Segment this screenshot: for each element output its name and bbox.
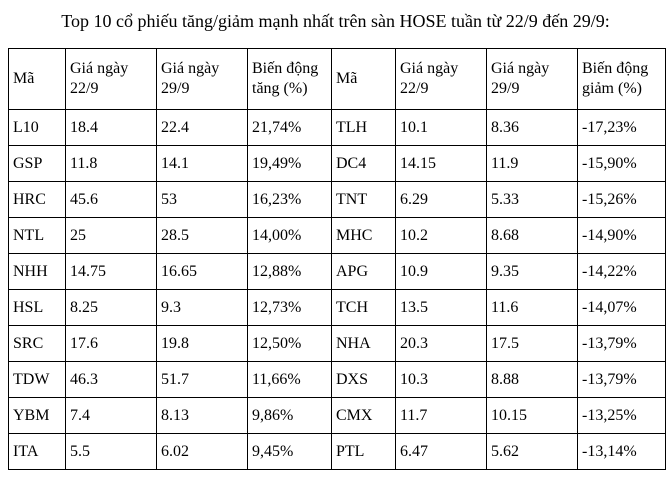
loser-price-22-cell: 10.2 xyxy=(396,218,487,254)
loser-price-29-cell: 11.9 xyxy=(487,146,578,182)
header-loser-price-29: Giá ngày 29/9 xyxy=(487,49,578,110)
gainer-price-29-cell: 28.5 xyxy=(157,218,248,254)
loser-ticker-cell: TCH xyxy=(332,290,396,326)
table-row xyxy=(9,362,666,398)
gainer-price-29-cell: 22.4 xyxy=(157,110,248,146)
loser-price-22-cell: 13.5 xyxy=(396,290,487,326)
gainer-price-29-cell: 14.1 xyxy=(157,146,248,182)
loser-price-29-cell: 5.62 xyxy=(487,434,578,470)
gainer-price-29-cell: 6.02 xyxy=(157,434,248,470)
table-row xyxy=(9,254,666,290)
gainer-price-22-cell: 17.6 xyxy=(66,326,157,362)
loser-price-22-cell: 10.3 xyxy=(396,362,487,398)
loser-ticker-cell: DXS xyxy=(332,362,396,398)
loser-price-29-cell: 9.35 xyxy=(487,254,578,290)
gainer-ticker-cell: SRC xyxy=(9,326,66,362)
loser-ticker-cell: TNT xyxy=(332,182,396,218)
loser-change-cell: -14,22% xyxy=(578,254,666,290)
gainer-price-22-cell: 46.3 xyxy=(66,362,157,398)
loser-change-cell: -15,26% xyxy=(578,182,666,218)
header-gainer-price-29: Giá ngày 29/9 xyxy=(157,49,248,110)
loser-change-cell: -17,23% xyxy=(578,110,666,146)
loser-price-29-cell: 8.68 xyxy=(487,218,578,254)
gainer-price-22-cell: 8.25 xyxy=(66,290,157,326)
loser-price-22-cell: 6.47 xyxy=(396,434,487,470)
loser-ticker-cell: PTL xyxy=(332,434,396,470)
gainer-ticker-cell: NTL xyxy=(9,218,66,254)
loser-change-cell: -13,14% xyxy=(578,434,666,470)
loser-change-cell: -14,90% xyxy=(578,218,666,254)
gainer-change-cell: 12,88% xyxy=(248,254,332,290)
gainer-ticker-cell: HSL xyxy=(9,290,66,326)
loser-price-22-cell: 6.29 xyxy=(396,182,487,218)
table-row xyxy=(9,218,666,254)
header-loser-ticker: Mã xyxy=(332,49,396,110)
gainer-ticker-cell: GSP xyxy=(9,146,66,182)
gainer-price-22-cell: 5.5 xyxy=(66,434,157,470)
gainer-ticker-cell: HRC xyxy=(9,182,66,218)
gainer-ticker-cell: L10 xyxy=(9,110,66,146)
loser-price-29-cell: 11.6 xyxy=(487,290,578,326)
loser-change-cell: -15,90% xyxy=(578,146,666,182)
loser-price-29-cell: 5.33 xyxy=(487,182,578,218)
table-row xyxy=(9,146,666,182)
loser-price-29-cell: 8.88 xyxy=(487,362,578,398)
loser-change-cell: -14,07% xyxy=(578,290,666,326)
stock-table-body xyxy=(9,110,666,470)
gainer-price-22-cell: 18.4 xyxy=(66,110,157,146)
gainer-price-22-cell: 45.6 xyxy=(66,182,157,218)
loser-price-22-cell: 14.15 xyxy=(396,146,487,182)
gainer-change-cell: 14,00% xyxy=(248,218,332,254)
gainer-price-22-cell: 25 xyxy=(66,218,157,254)
header-loser-price-22: Giá ngày 22/9 xyxy=(396,49,487,110)
loser-ticker-cell: TLH xyxy=(332,110,396,146)
page-title: Top 10 cổ phiếu tăng/giảm mạnh nhất trên sàn HOSE tuần từ 22/9 đến 29/9: xyxy=(61,11,610,31)
header-loser-change: Biến động giảm (%) xyxy=(578,49,666,110)
gainer-price-29-cell: 53 xyxy=(157,182,248,218)
gainer-change-cell: 9,86% xyxy=(248,398,332,434)
loser-ticker-cell: APG xyxy=(332,254,396,290)
table-row xyxy=(9,182,666,218)
gainer-change-cell: 9,45% xyxy=(248,434,332,470)
table-header-row xyxy=(9,49,666,110)
stock-table xyxy=(8,48,666,470)
gainer-ticker-cell: NHH xyxy=(9,254,66,290)
gainer-ticker-cell: TDW xyxy=(9,362,66,398)
loser-ticker-cell: CMX xyxy=(332,398,396,434)
loser-price-22-cell: 20.3 xyxy=(396,326,487,362)
table-row xyxy=(9,290,666,326)
gainer-change-cell: 12,73% xyxy=(248,290,332,326)
gainer-price-29-cell: 16.65 xyxy=(157,254,248,290)
gainer-price-22-cell: 14.75 xyxy=(66,254,157,290)
gainer-price-29-cell: 19.8 xyxy=(157,326,248,362)
table-row xyxy=(9,326,666,362)
loser-change-cell: -13,79% xyxy=(578,326,666,362)
header-gainer-ticker: Mã xyxy=(9,49,66,110)
gainer-price-22-cell: 11.8 xyxy=(66,146,157,182)
table-row xyxy=(9,398,666,434)
gainer-price-22-cell: 7.4 xyxy=(66,398,157,434)
table-row xyxy=(9,110,666,146)
loser-price-29-cell: 17.5 xyxy=(487,326,578,362)
loser-price-22-cell: 10.9 xyxy=(396,254,487,290)
gainer-change-cell: 11,66% xyxy=(248,362,332,398)
loser-price-29-cell: 8.36 xyxy=(487,110,578,146)
gainer-change-cell: 16,23% xyxy=(248,182,332,218)
gainer-ticker-cell: ITA xyxy=(9,434,66,470)
gainer-change-cell: 12,50% xyxy=(248,326,332,362)
gainer-change-cell: 19,49% xyxy=(248,146,332,182)
gainer-price-29-cell: 51.7 xyxy=(157,362,248,398)
loser-change-cell: -13,25% xyxy=(578,398,666,434)
loser-ticker-cell: DC4 xyxy=(332,146,396,182)
loser-change-cell: -13,79% xyxy=(578,362,666,398)
table-row xyxy=(9,434,666,470)
loser-price-22-cell: 10.1 xyxy=(396,110,487,146)
header-gainer-price-22: Giá ngày 22/9 xyxy=(66,49,157,110)
gainer-change-cell: 21,74% xyxy=(248,110,332,146)
loser-ticker-cell: MHC xyxy=(332,218,396,254)
gainer-price-29-cell: 9.3 xyxy=(157,290,248,326)
loser-price-22-cell: 11.7 xyxy=(396,398,487,434)
gainer-ticker-cell: YBM xyxy=(9,398,66,434)
gainer-price-29-cell: 8.13 xyxy=(157,398,248,434)
loser-ticker-cell: NHA xyxy=(332,326,396,362)
header-gainer-change: Biến động tăng (%) xyxy=(248,49,332,110)
loser-price-29-cell: 10.15 xyxy=(487,398,578,434)
